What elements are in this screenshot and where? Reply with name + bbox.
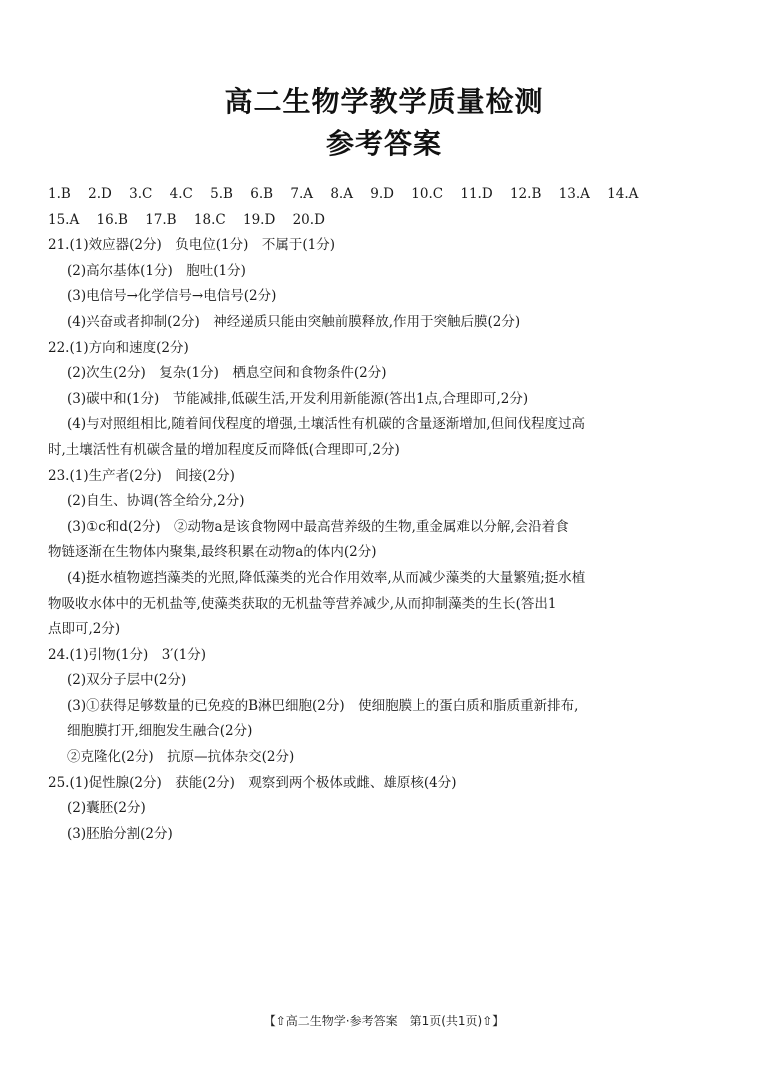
mc-answer: 20.D [292,211,325,228]
mc-answer: 2.D [88,186,112,202]
q25-line-2: (2)囊胚(2分) [67,800,146,817]
q21-line-2: (2)高尔基体(1分) 胞吐(1分) [67,262,246,279]
page-footer: 【⇧高二生物学·参考答案 第1页(共1页)⇧】 [263,1014,505,1028]
mc-answer: 12.B [509,186,542,202]
q23-line-2: (2)自生、协调(答全给分,2分) [67,493,245,510]
page-subtitle: 参考答案 [325,127,442,160]
mc-answer: 17.B [145,211,177,228]
q21-line-3: (3)电信号→化学信号→电信号(2分) [67,288,277,305]
q22-line-4b: 时,土壤活性有机碳含量的增加程度反而降低(合理即可,2分) [48,441,400,458]
mc-answer: 14.A [607,186,639,202]
q24-line-3c: ②克隆化(2分) 抗原—抗体杂交(2分) [67,749,295,766]
mc-answer: 6.B [250,186,274,202]
q21-line-4: (4)兴奋或者抑制(2分) 神经递质只能由突触前膜释放,作用于突触后膜(2分) [67,313,521,330]
mc-answer: 15.A [48,211,80,228]
page-title: 高二生物学教学质量检测 [224,85,544,118]
mc-answer: 1.B [48,186,71,202]
mc-answer: 19.D [243,211,276,228]
mc-answer: 4.C [169,186,193,202]
q22-line-1: 22.(1)方向和速度(2分) [48,339,189,356]
q23-line-3b: 物链逐渐在生物体内聚集,最终积累在动物a的体内(2分) [48,544,377,561]
mc-answer: 8.A [330,186,353,202]
q25-line-3: (3)胚胎分割(2分) [67,825,173,842]
mc-answer: 9.D [370,186,394,202]
q23-line-1: 23.(1)生产者(2分) 间接(2分) [48,467,235,484]
q23-line-3a: (3)①c和d(2分) ②动物a是该食物网中最高营养级的生物,重金属难以分解,会沿着食 [67,518,569,535]
q22-line-3: (3)碳中和(1分) 节能减排,低碳生活,开发利用新能源(答出1点,合理即可,2分) [67,390,529,407]
q24-line-3b: 细胞膜打开,细胞发生融合(2分) [67,723,253,740]
q24-line-2: (2)双分子层中(2分) [67,672,187,689]
mc-answer: 5.B [210,186,233,202]
multiple-choice-row-1 [48,182,728,208]
q22-line-2: (2)次生(2分) 复杂(1分) 栖息空间和食物条件(2分) [67,365,387,382]
mc-answer: 3.C [129,186,153,202]
q21-line-1: 21.(1)效应器(2分) 负电位(1分) 不属于(1分) [48,237,335,254]
q23-line-4a: (4)挺水植物遮挡藻类的光照,降低藻类的光合作用效率,从而减少藻类的大量繁殖;挺水植 [67,569,586,586]
mc-answer: 16.B [96,211,128,228]
mc-answer: 13.A [558,186,590,202]
mc-answer: 11.D [460,186,493,202]
q24-line-3a: (3)①获得足够数量的已免疫的B淋巴细胞(2分) 使细胞膜上的蛋白质和脂质重新排布, [67,697,579,714]
multiple-choice-row-2 [48,208,728,234]
mc-answer: 18.C [193,211,226,228]
q25-line-1: 25.(1)促性腺(2分) 获能(2分) 观察到两个极体或雌、雄原核(4分) [48,774,457,791]
mc-answer: 10.C [411,186,444,202]
q24-line-1: 24.(1)引物(1分) 3′(1分) [48,646,206,663]
q23-line-4b: 物吸收水体中的无机盐等,使藻类获取的无机盐等营养减少,从而抑制藻类的生长(答出1 [48,595,557,612]
mc-answer: 7.A [290,186,314,202]
q22-line-4a: (4)与对照组相比,随着间伐程度的增强,土壤活性有机碳的含量逐渐增加,但间伐程度过高 [67,416,585,433]
answer-content [48,182,728,847]
q23-line-4c: 点即可,2分) [48,621,121,638]
